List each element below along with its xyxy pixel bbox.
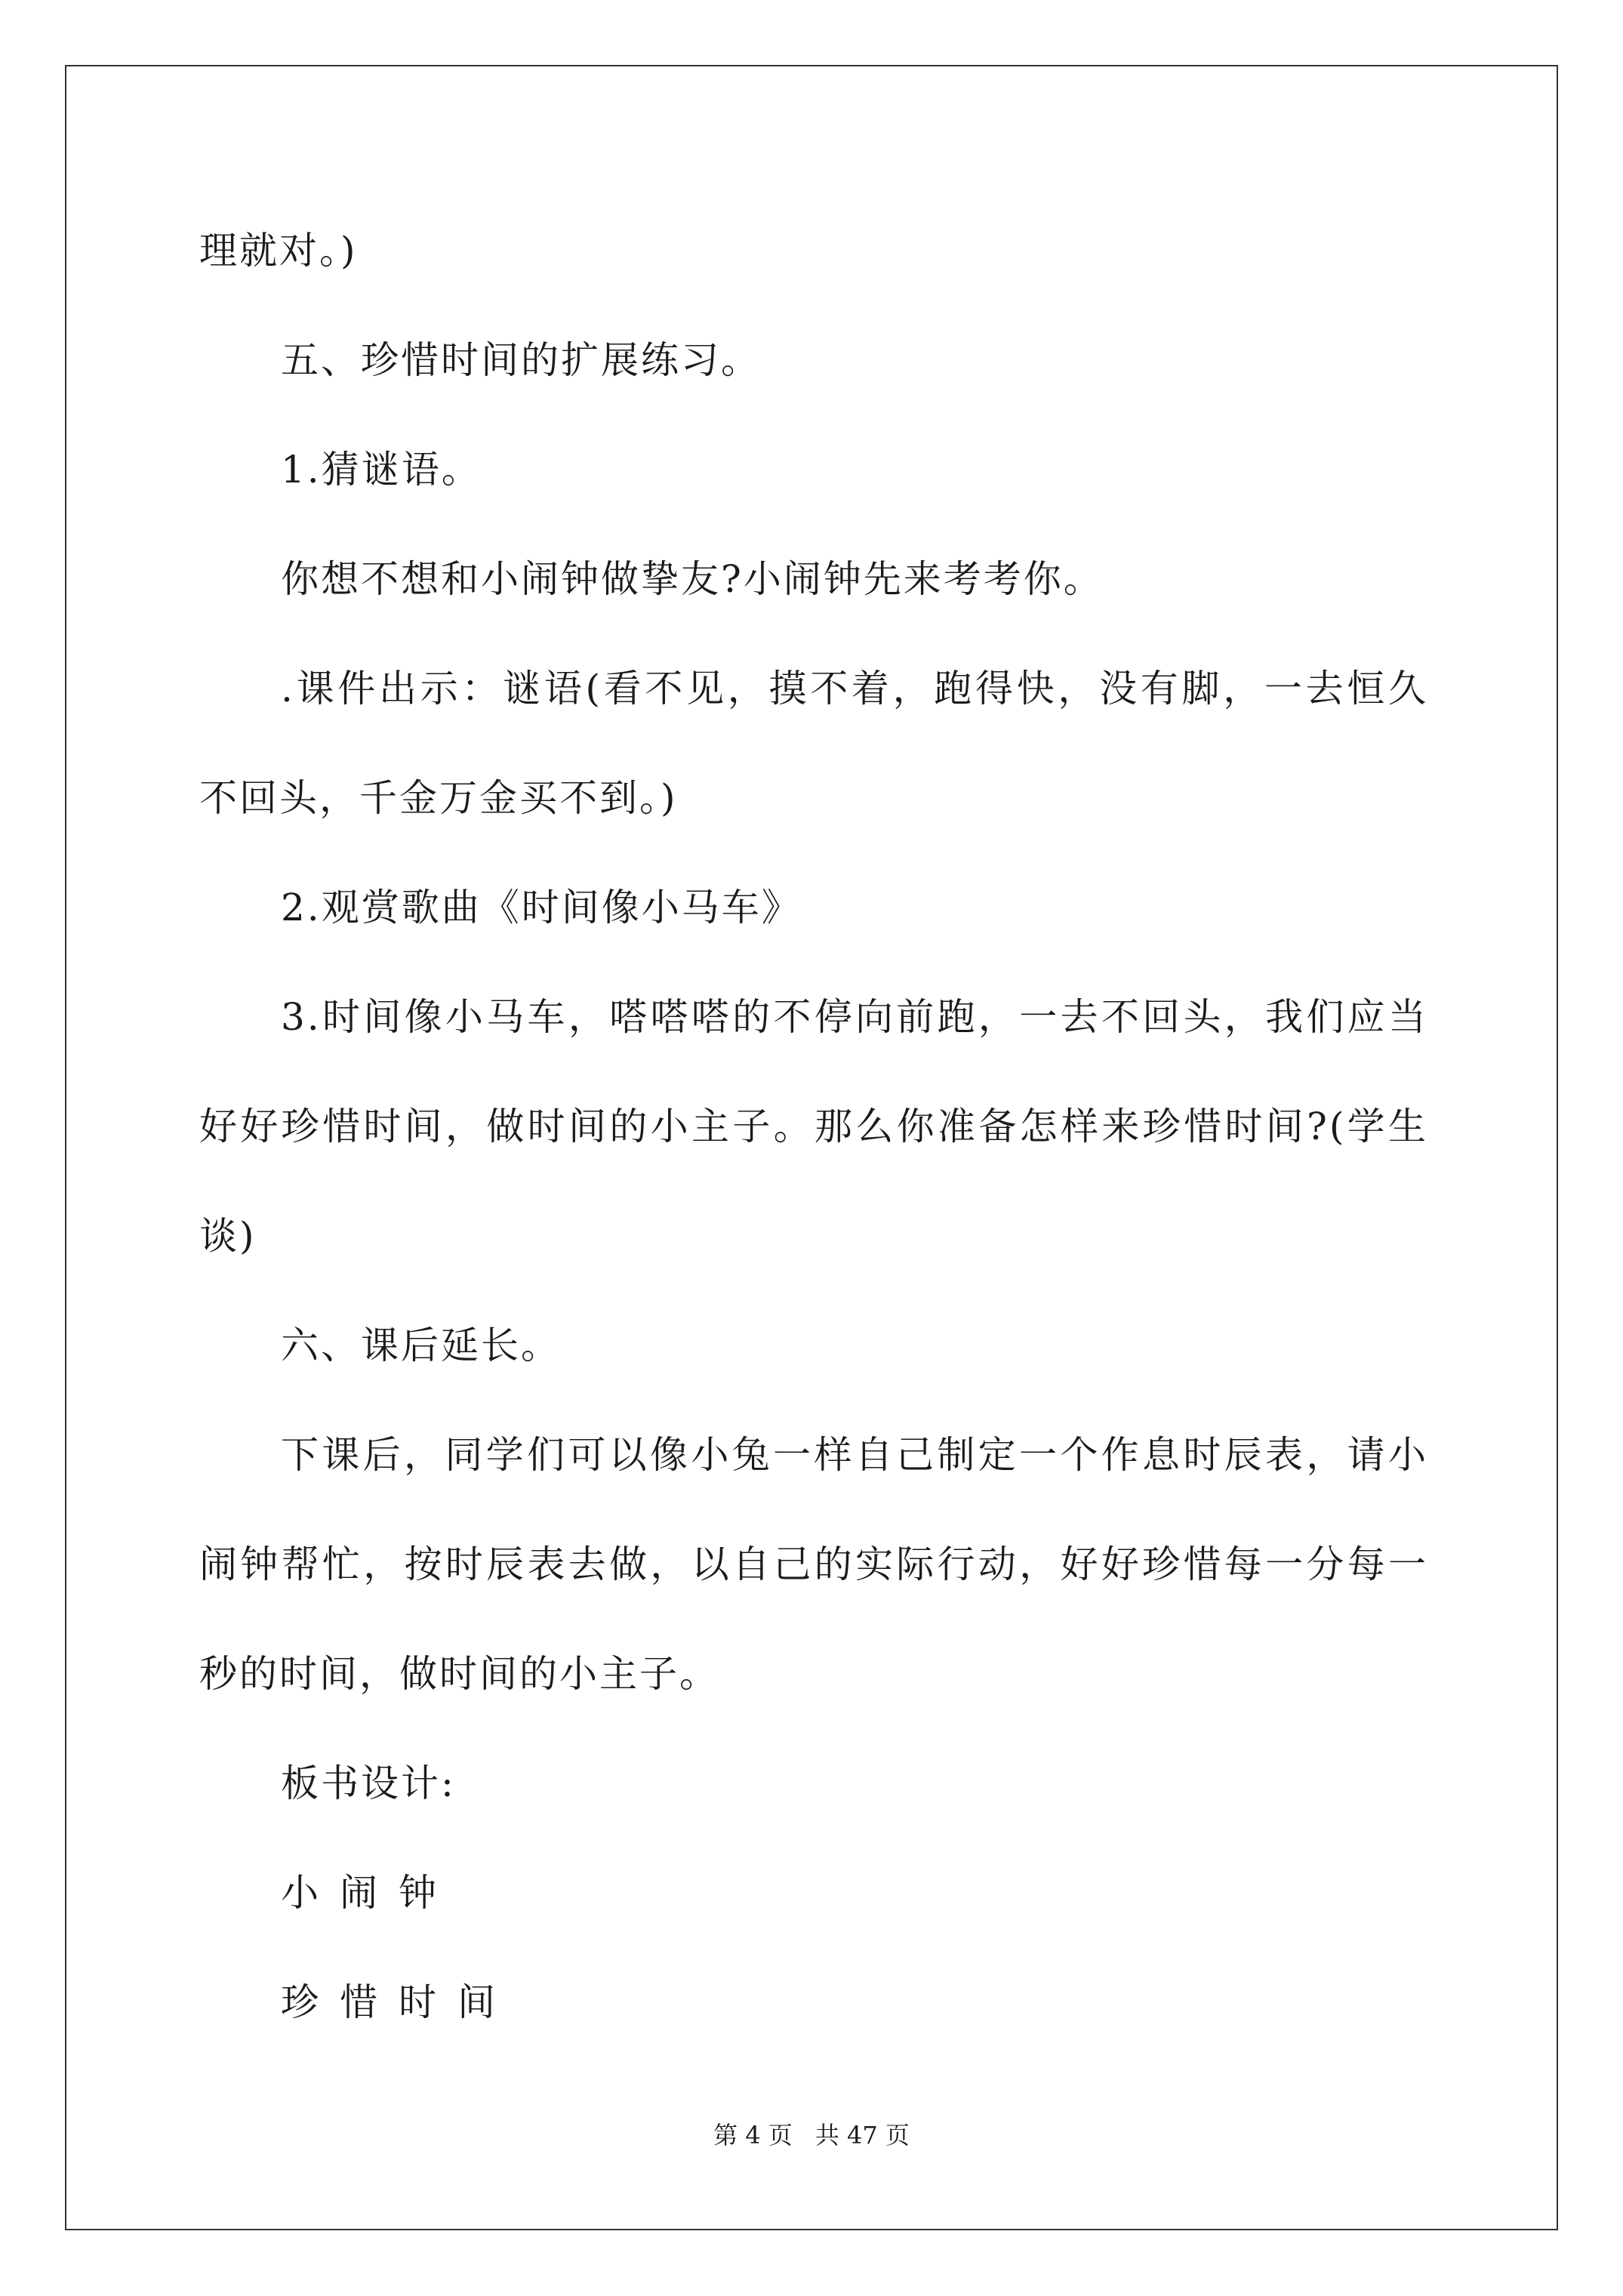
paragraph-riddle: .课件出示：谜语(看不见，摸不着，跑得快，没有脚，一去恒久不回头，千金万金买不到。) — [199, 667, 1428, 820]
item-2-heading: 2.观赏歌曲《时间像小马车》 — [281, 886, 802, 929]
section-heading-5: 五、珍惜时间的扩展练习。 — [281, 338, 761, 382]
paragraph-question: 你想不想和小闹钟做挚友?小闹钟先来考考你。 — [281, 557, 1104, 601]
page-total: 共 47 页 — [815, 2121, 910, 2150]
page-footer — [0, 2120, 1623, 2150]
board-line-1: 小闹钟 — [281, 1871, 457, 1915]
item-3-paragraph: 3.时间像小马车，嗒嗒嗒的不停向前跑，一去不回头，我们应当好好珍惜时间，做时间的小主子。那么你准备怎样来珍惜时间?(学生谈) — [199, 995, 1428, 1258]
paragraph-after-class: 下课后，同学们可以像小兔一样自己制定一个作息时辰表，请小闹钟帮忙，按时辰表去做，以自己的实际行动，好好珍惜每一分每一秒的时间，做时间的小主子。 — [199, 1433, 1428, 1696]
page-number: 第 4 页 — [713, 2121, 793, 2150]
board-line-2: 珍惜时间 — [281, 1980, 516, 2024]
paragraph-continuation: 理就对。) — [199, 229, 358, 273]
item-1-heading: 1.猜谜语。 — [281, 448, 482, 492]
document-body — [199, 196, 1428, 2057]
board-design-label: 板书设计: — [281, 1761, 456, 1805]
section-heading-6: 六、课后延长。 — [281, 1324, 561, 1367]
